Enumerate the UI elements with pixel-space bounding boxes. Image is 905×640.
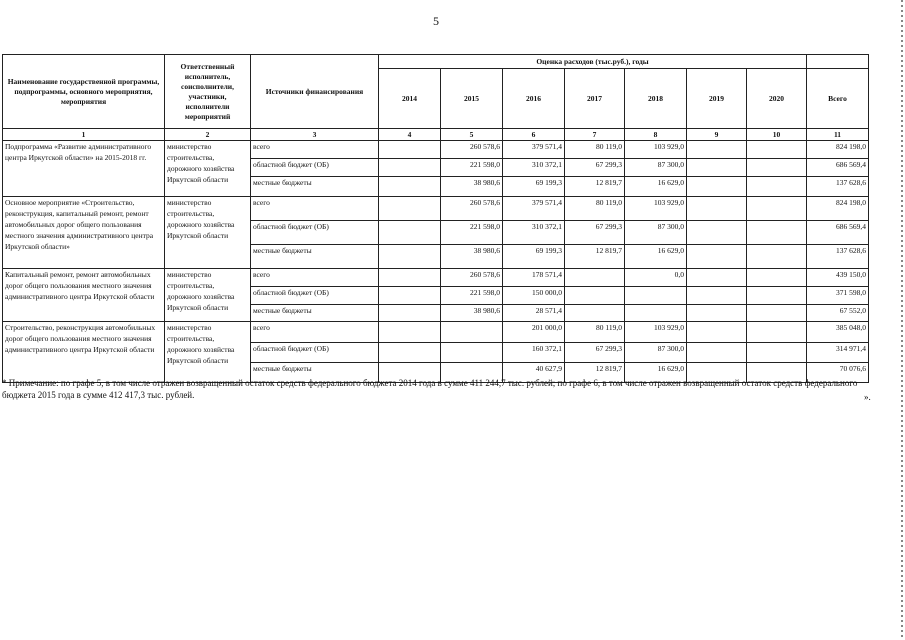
scan-edge bbox=[901, 0, 903, 640]
cell-v2020 bbox=[747, 197, 807, 221]
cell-v2017 bbox=[565, 269, 625, 287]
column-number: 1 bbox=[3, 129, 165, 141]
cell-v2019 bbox=[687, 197, 747, 221]
header-responsible: Ответственный исполнитель, соисполнители, участники, исполнители мероприятий bbox=[165, 55, 251, 129]
cell-v2017: 80 119,0 bbox=[565, 197, 625, 221]
cell-v2014 bbox=[379, 305, 441, 322]
cell-v2020 bbox=[747, 221, 807, 245]
cell-v2016: 379 571,4 bbox=[503, 197, 565, 221]
row-source: всего bbox=[251, 322, 379, 343]
cell-v2015: 38 980,6 bbox=[441, 177, 503, 197]
page-number: 5 bbox=[433, 14, 439, 28]
cell-v2018 bbox=[625, 305, 687, 322]
cell-total: 67 552,0 bbox=[807, 305, 869, 322]
cell-v2018: 103 929,0 bbox=[625, 197, 687, 221]
row-responsible: министерство строительства, дорожного хозяйства Иркутской области bbox=[165, 269, 251, 322]
cell-v2018: 87 300,0 bbox=[625, 221, 687, 245]
column-number: 7 bbox=[565, 129, 625, 141]
cell-v2015: 38 980,6 bbox=[441, 245, 503, 269]
cell-total: 824 198,0 bbox=[807, 197, 869, 221]
cell-v2020 bbox=[747, 322, 807, 343]
cell-v2014 bbox=[379, 287, 441, 305]
cell-v2017 bbox=[565, 287, 625, 305]
header-total: Всего bbox=[807, 69, 869, 129]
row-program-name: Строительство, реконструкция автомобильных дорог общего пользования местного значения административного центра Иркутской области bbox=[3, 322, 165, 383]
header-year: 2020 bbox=[747, 69, 807, 129]
column-number: 5 bbox=[441, 129, 503, 141]
cell-v2017 bbox=[565, 305, 625, 322]
cell-v2016: 28 571,4 bbox=[503, 305, 565, 322]
cell-v2019 bbox=[687, 177, 747, 197]
header-sources: Источники финансирования bbox=[251, 55, 379, 129]
row-source: местные бюджеты bbox=[251, 245, 379, 269]
cell-v2014 bbox=[379, 141, 441, 159]
cell-v2019 bbox=[687, 269, 747, 287]
expenses-table bbox=[2, 54, 869, 383]
row-source: всего bbox=[251, 197, 379, 221]
row-responsible: министерство строительства, дорожного хозяйства Иркутской области bbox=[165, 322, 251, 383]
cell-v2014 bbox=[379, 177, 441, 197]
cell-v2014 bbox=[379, 245, 441, 269]
column-number: 11 bbox=[807, 129, 869, 141]
table-row bbox=[3, 197, 869, 221]
cell-v2015: 260 578,6 bbox=[441, 141, 503, 159]
header-estimate: Оценка расходов (тыс.руб.), годы bbox=[379, 55, 807, 69]
cell-v2020 bbox=[747, 159, 807, 177]
row-source: областной бюджет (ОБ) bbox=[251, 221, 379, 245]
header-estimate-blank bbox=[807, 55, 869, 69]
cell-v2014 bbox=[379, 343, 441, 363]
cell-v2015: 260 578,6 bbox=[441, 197, 503, 221]
cell-v2015 bbox=[441, 343, 503, 363]
closing-quote: ». bbox=[864, 392, 871, 402]
row-source: местные бюджеты bbox=[251, 177, 379, 197]
cell-v2020 bbox=[747, 141, 807, 159]
header-year: 2016 bbox=[503, 69, 565, 129]
cell-v2017: 67 299,3 bbox=[565, 343, 625, 363]
row-source: областной бюджет (ОБ) bbox=[251, 343, 379, 363]
cell-v2015: 38 980,6 bbox=[441, 305, 503, 322]
header-year: 2014 bbox=[379, 69, 441, 129]
cell-v2016: 69 199,3 bbox=[503, 177, 565, 197]
cell-v2014 bbox=[379, 322, 441, 343]
row-program-name: Основное мероприятие «Строительство, реконструкция, капитальный ремонт, ремонт автомобильных дорог общего пользования местного значения административного центра Иркутской области» bbox=[3, 197, 165, 269]
cell-v2016: 201 000,0 bbox=[503, 322, 565, 343]
cell-v2017: 80 119,0 bbox=[565, 322, 625, 343]
header-year: 2015 bbox=[441, 69, 503, 129]
cell-v2014 bbox=[379, 221, 441, 245]
cell-total: 439 150,0 bbox=[807, 269, 869, 287]
cell-v2016: 379 571,4 bbox=[503, 141, 565, 159]
cell-v2019 bbox=[687, 343, 747, 363]
cell-v2016: 150 000,0 bbox=[503, 287, 565, 305]
footnote: * Примечание: по графе 5, в том числе отражен возвращенный остаток средств федерального бюджета 2014 года в сумме 411 244,7 тыс. рублей; по графе 6, в том числе отражен возвращенный остаток средств федерального бюджета 2015 года в сумме 412 417,3 тыс. рублей. bbox=[2, 378, 858, 400]
cell-v2020 bbox=[747, 269, 807, 287]
cell-total: 686 569,4 bbox=[807, 159, 869, 177]
column-number: 9 bbox=[687, 129, 747, 141]
cell-total: 70 076,6 bbox=[807, 363, 869, 383]
row-source: всего bbox=[251, 141, 379, 159]
column-number: 8 bbox=[625, 129, 687, 141]
cell-v2017: 12 819,7 bbox=[565, 363, 625, 383]
row-source: местные бюджеты bbox=[251, 363, 379, 383]
row-responsible: министерство строительства, дорожного хозяйства Иркутской области bbox=[165, 197, 251, 269]
cell-v2014 bbox=[379, 159, 441, 177]
cell-v2020 bbox=[747, 177, 807, 197]
cell-v2015: 221 598,0 bbox=[441, 221, 503, 245]
cell-total: 137 628,6 bbox=[807, 245, 869, 269]
column-number: 2 bbox=[165, 129, 251, 141]
cell-v2017: 12 819,7 bbox=[565, 177, 625, 197]
cell-v2017: 67 299,3 bbox=[565, 221, 625, 245]
cell-v2019 bbox=[687, 287, 747, 305]
column-number: 4 bbox=[379, 129, 441, 141]
cell-v2015: 260 578,6 bbox=[441, 269, 503, 287]
header-year: 2018 bbox=[625, 69, 687, 129]
column-number: 3 bbox=[251, 129, 379, 141]
cell-total: 824 198,0 bbox=[807, 141, 869, 159]
cell-v2016: 40 627,9 bbox=[503, 363, 565, 383]
cell-v2018: 87 300,0 bbox=[625, 159, 687, 177]
row-program-name: Капитальный ремонт, ремонт автомобильных дорог общего пользования местного значения административного центра Иркутской области bbox=[3, 269, 165, 322]
cell-v2015: 221 598,0 bbox=[441, 287, 503, 305]
cell-v2016: 178 571,4 bbox=[503, 269, 565, 287]
cell-v2018: 0,0 bbox=[625, 269, 687, 287]
table-row bbox=[3, 141, 869, 159]
table-body bbox=[3, 141, 869, 383]
row-source: всего bbox=[251, 269, 379, 287]
cell-v2018 bbox=[625, 287, 687, 305]
cell-v2018: 16 629,0 bbox=[625, 245, 687, 269]
column-number: 10 bbox=[747, 129, 807, 141]
cell-v2018: 103 929,0 bbox=[625, 322, 687, 343]
table-row bbox=[3, 269, 869, 287]
cell-v2017: 12 819,7 bbox=[565, 245, 625, 269]
cell-v2014 bbox=[379, 269, 441, 287]
cell-v2017: 80 119,0 bbox=[565, 141, 625, 159]
row-source: местные бюджеты bbox=[251, 305, 379, 322]
cell-total: 385 048,0 bbox=[807, 322, 869, 343]
cell-v2016: 160 372,1 bbox=[503, 343, 565, 363]
cell-v2017: 67 299,3 bbox=[565, 159, 625, 177]
column-number: 6 bbox=[503, 129, 565, 141]
cell-v2019 bbox=[687, 159, 747, 177]
cell-v2020 bbox=[747, 343, 807, 363]
row-program-name: Подпрограмма «Развитие административного центра Иркутской области» на 2015-2018 гг. bbox=[3, 141, 165, 197]
cell-v2015 bbox=[441, 322, 503, 343]
header-name: Наименование государственной программы, подпрограммы, основного мероприятия, мероприятия bbox=[3, 55, 165, 129]
cell-total: 137 628,6 bbox=[807, 177, 869, 197]
cell-v2016: 310 372,1 bbox=[503, 221, 565, 245]
cell-total: 686 569,4 bbox=[807, 221, 869, 245]
cell-v2020 bbox=[747, 245, 807, 269]
cell-v2018: 16 629,0 bbox=[625, 363, 687, 383]
row-responsible: министерство строительства, дорожного хозяйства Иркутской области bbox=[165, 141, 251, 197]
header-year: 2019 bbox=[687, 69, 747, 129]
cell-v2019 bbox=[687, 305, 747, 322]
cell-v2019 bbox=[687, 221, 747, 245]
cell-v2016: 310 372,1 bbox=[503, 159, 565, 177]
cell-v2020 bbox=[747, 287, 807, 305]
cell-v2016: 69 199,3 bbox=[503, 245, 565, 269]
cell-total: 371 598,0 bbox=[807, 287, 869, 305]
table-row bbox=[3, 322, 869, 343]
cell-v2020 bbox=[747, 305, 807, 322]
row-source: областной бюджет (ОБ) bbox=[251, 159, 379, 177]
cell-v2019 bbox=[687, 141, 747, 159]
header-year: 2017 bbox=[565, 69, 625, 129]
cell-v2018: 87 300,0 bbox=[625, 343, 687, 363]
row-source: областной бюджет (ОБ) bbox=[251, 287, 379, 305]
cell-v2018: 16 629,0 bbox=[625, 177, 687, 197]
cell-v2019 bbox=[687, 322, 747, 343]
cell-v2014 bbox=[379, 197, 441, 221]
cell-v2018: 103 929,0 bbox=[625, 141, 687, 159]
cell-v2019 bbox=[687, 245, 747, 269]
cell-total: 314 971,4 bbox=[807, 343, 869, 363]
cell-v2015: 221 598,0 bbox=[441, 159, 503, 177]
